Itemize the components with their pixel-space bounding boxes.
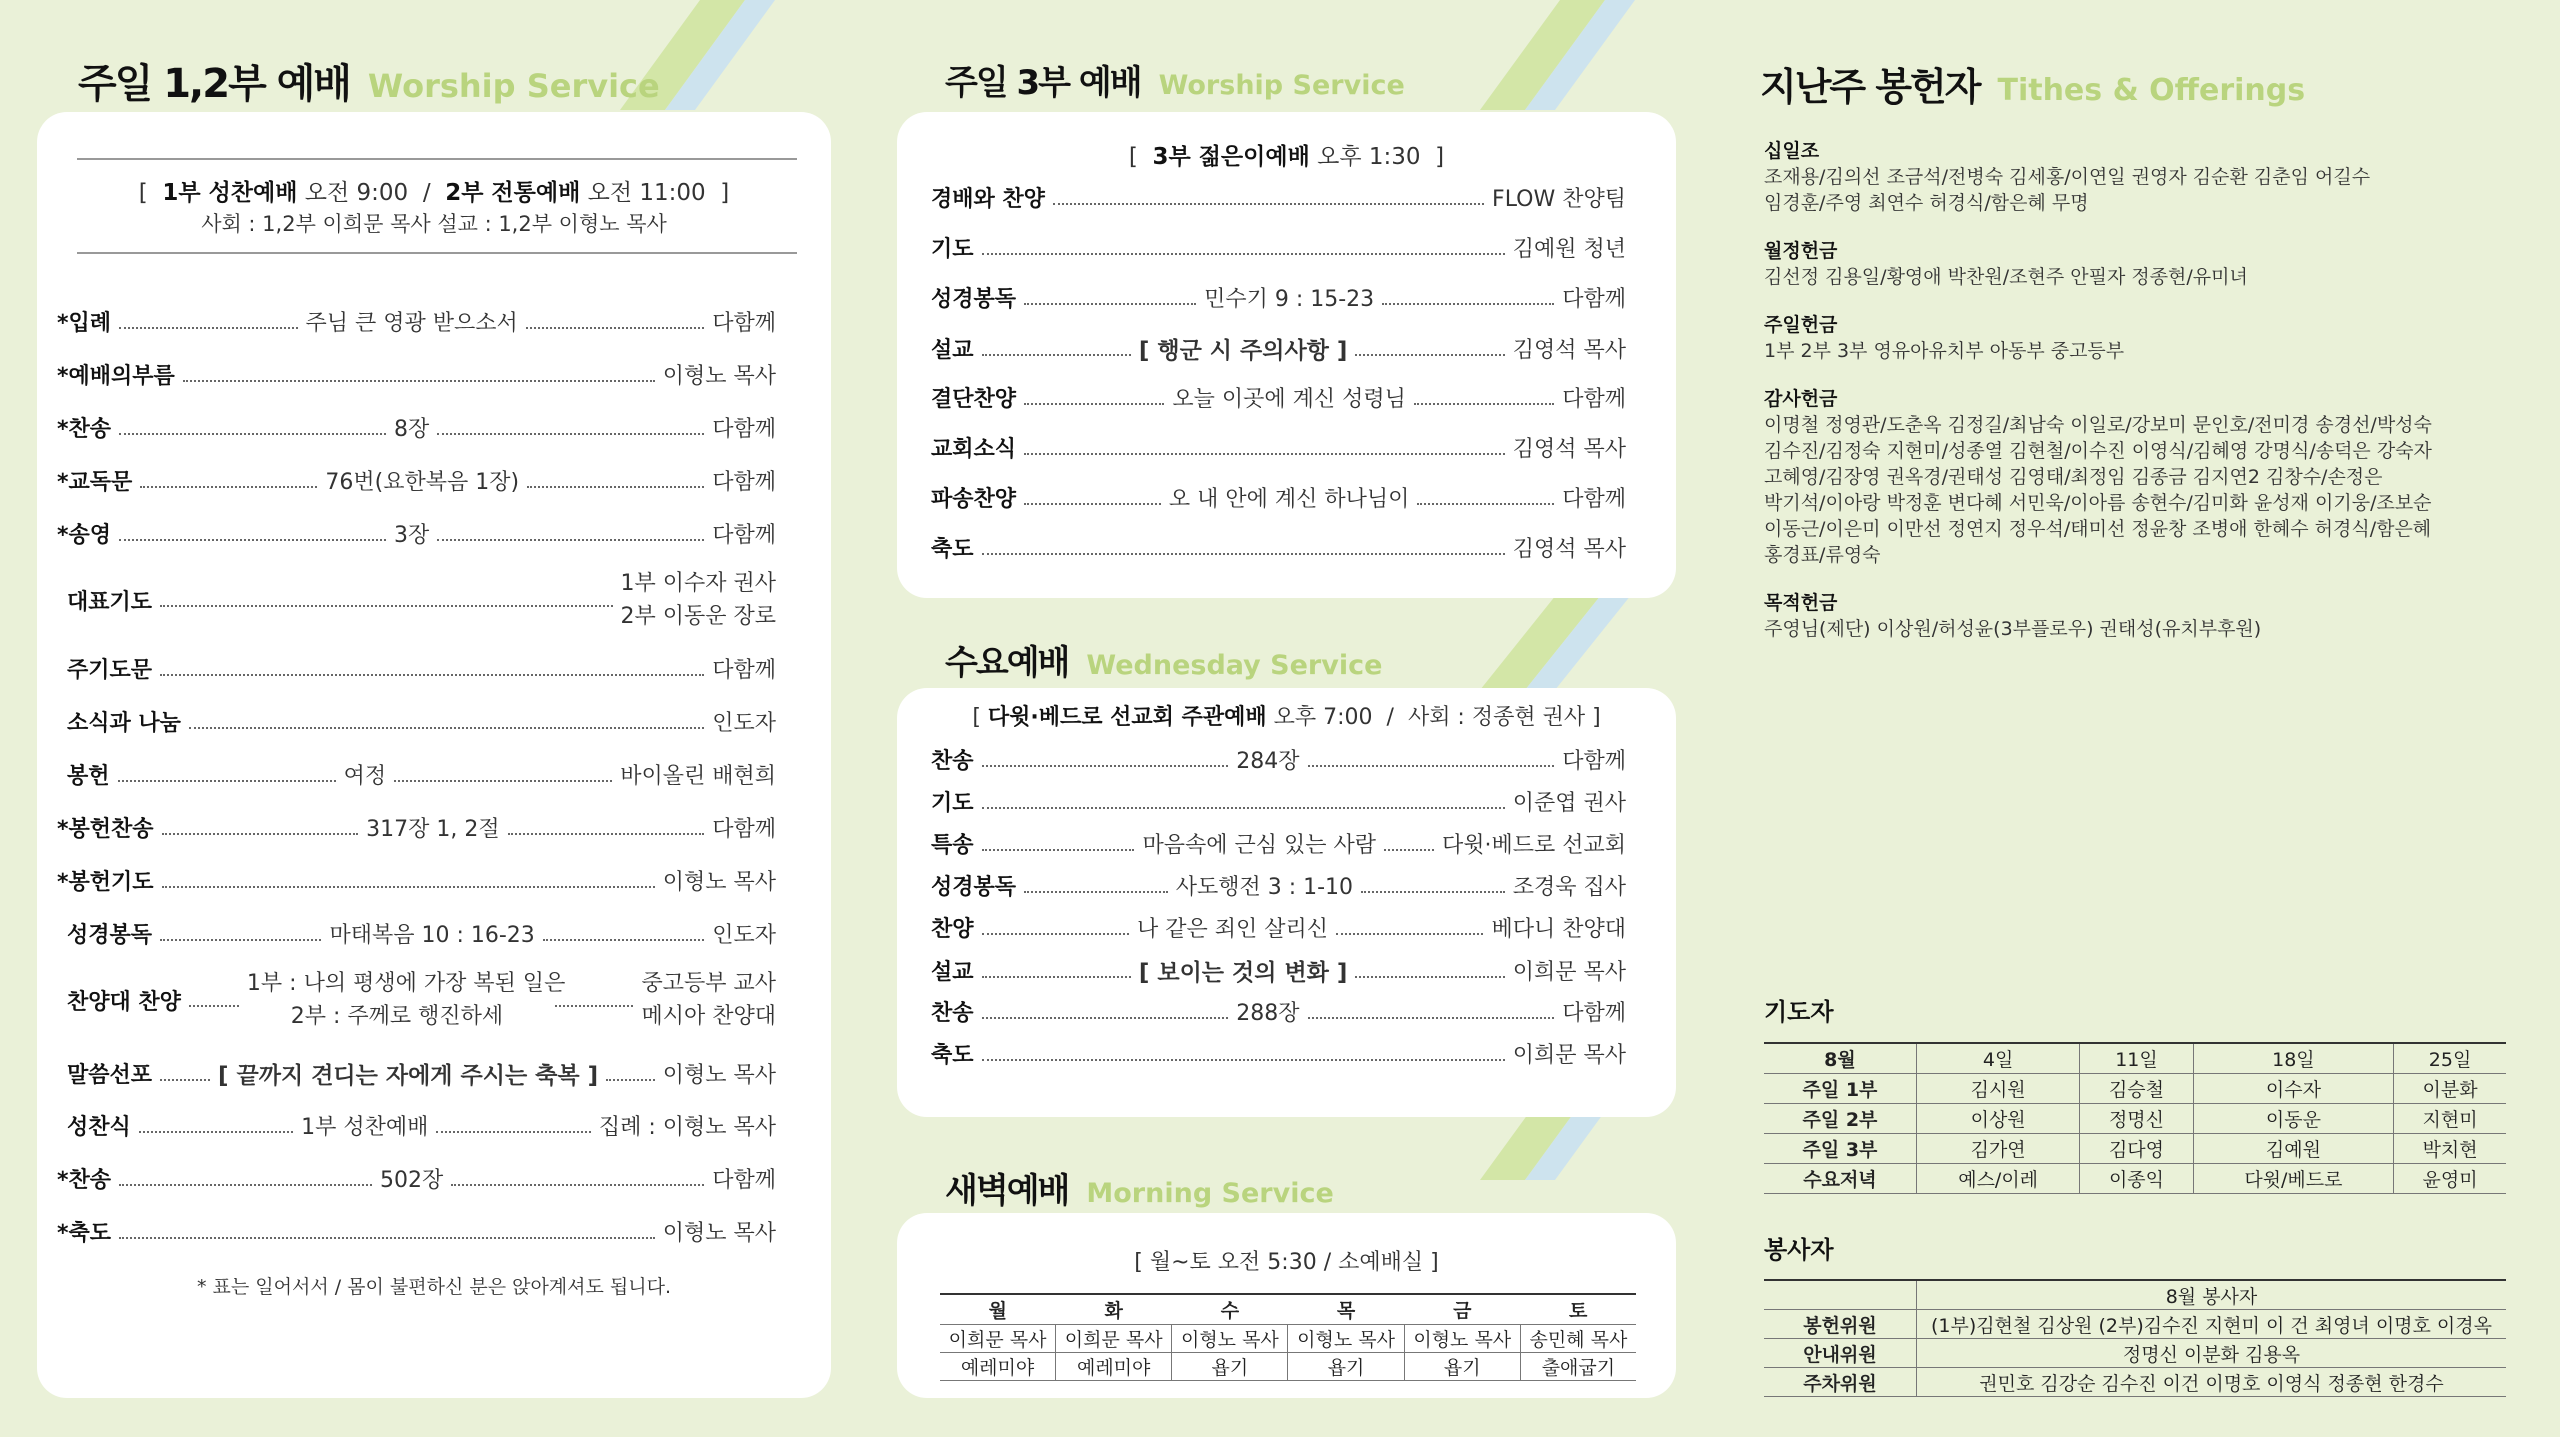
service12-row: *교독문 76번(요한복음 1장) 다함께 <box>57 470 777 495</box>
offering-heading: 목적헌금 <box>1764 592 1838 614</box>
day-tue: 화 <box>1056 1294 1172 1325</box>
service3-row: 축도 김영석 목사 <box>931 537 1626 562</box>
offering-line: 임경훈/주영 최연수 허경식/함은혜 무명 <box>1764 192 2089 214</box>
service12-row: *찬송 502장 다함께 <box>57 1168 776 1193</box>
morning-days-row <box>940 1294 1636 1325</box>
service3-header: [ 3부 젊은이예배 오후 1:30 ] <box>1128 144 1445 170</box>
morning-book: 출애굽기 <box>1520 1353 1636 1381</box>
day-wed: 수 <box>1172 1294 1288 1325</box>
morning-leader: 이형노 목사 <box>1288 1325 1404 1353</box>
wednesday-card <box>897 688 1676 1117</box>
service12-order <box>57 112 776 1312</box>
prayer-person: 김다영 <box>2080 1134 2193 1164</box>
service12-header-line1: [ 1부 성찬예배 오전 9:00 / 2부 전통예배 오전 11:00 ] <box>138 180 730 206</box>
wednesday-title-en: Wednesday Service <box>1086 650 1383 681</box>
volunteers-title: 봉사자 <box>1764 1236 1834 1264</box>
offering-line: 고혜영/김장영 권옥경/권태성 김영태/최정임 김종금 김지연2 김창수/손정은 <box>1764 466 2383 488</box>
morning-leader: 이형노 목사 <box>1404 1325 1520 1353</box>
volunteers-role: 봉헌위원 <box>1764 1310 1917 1339</box>
prayer-row <box>1764 1164 2506 1194</box>
prayer-service: 주일 2부 <box>1764 1104 1916 1134</box>
morning-title-ko: 새벽예배 <box>945 1171 1069 1211</box>
service3-title <box>945 55 1405 104</box>
volunteers-header-row <box>1764 1280 2506 1310</box>
offering-section-purpose <box>1764 590 2261 642</box>
service12-row: 소식과 나눔 인도자 <box>67 711 776 736</box>
offering-line: 홍경표/류영숙 <box>1764 544 1881 566</box>
offering-line: 1부 2부 3부 영유아유치부 아동부 중고등부 <box>1764 340 2125 362</box>
morning-leaders-row <box>940 1325 1636 1353</box>
prayer-row <box>1764 1074 2506 1104</box>
prayer-date: 18일 <box>2193 1043 2393 1074</box>
service3-row: 경배와 찬양 FLOW 찬양팀 <box>931 187 1626 212</box>
offering-heading: 감사헌금 <box>1764 388 1838 410</box>
wednesday-title-ko: 수요예배 <box>945 643 1069 683</box>
wednesday-row: 찬송 284장 다함께 <box>931 749 1626 774</box>
prayer-person: 이상원 <box>1916 1104 2079 1134</box>
prayer-header-row <box>1764 1043 2506 1074</box>
service12-title-ko: 주일 1,2부 예배 <box>78 61 350 107</box>
offering-section-tithes <box>1764 138 2370 216</box>
service12-header-line2: 사회 : 1,2부 이희문 목사 설교 : 1,2부 이형노 목사 <box>201 212 667 236</box>
prayer-service: 주일 3부 <box>1764 1134 1916 1164</box>
offerings-title-ko: 지난주 봉헌자 <box>1760 65 1980 109</box>
wednesday-title <box>945 635 1382 684</box>
wednesday-row: 설교 [ 보이는 것의 변화 ] 이희문 목사 <box>931 960 1626 986</box>
prayer-person: 이분화 <box>2394 1074 2506 1104</box>
wednesday-row: 기도 이준엽 권사 <box>931 791 1626 816</box>
offering-heading: 십일조 <box>1764 140 1820 162</box>
morning-book: 예레미야 <box>1056 1353 1172 1381</box>
prayer-row <box>1764 1104 2506 1134</box>
service12-row: *찬송 8장 다함께 <box>57 417 776 442</box>
morning-books-row <box>940 1353 1636 1381</box>
service3-card <box>897 112 1676 598</box>
wednesday-header: [ 다윗·베드로 선교회 주관예배 오후 7:00 / 사회 : 정종현 권사 ] <box>972 705 1601 730</box>
service12-row: *봉헌기도 이형노 목사 <box>57 870 776 895</box>
volunteers-row <box>1764 1310 2506 1339</box>
wednesday-order <box>931 688 1626 1117</box>
service12-row: 대표기도 1부 이수자 권사 2부 이동운 장로 <box>67 571 776 629</box>
prayer-person: 김가연 <box>1916 1134 2079 1164</box>
wednesday-row: 찬송 288장 다함께 <box>931 1001 1626 1026</box>
offering-line: 김선정 김용일/황영애 박찬원/조현주 안필자 정종현/유미녀 <box>1764 266 2248 288</box>
service12-row: 찬양대 찬양 1부 : 나의 평생에 가장 복된 일은 2부 : 주께로 행진하세 중고등부 교사 메시아 찬양대 <box>67 971 776 1029</box>
prayer-service: 주일 1부 <box>1764 1074 1916 1104</box>
morning-book: 욥기 <box>1172 1353 1288 1381</box>
service12-title-en: Worship Service <box>367 67 660 105</box>
service12-row: *봉헌찬송 317장 1, 2절 다함께 <box>57 817 777 842</box>
morning-book: 욥기 <box>1288 1353 1404 1381</box>
prayer-date: 4일 <box>1916 1043 2079 1074</box>
service12-title <box>78 52 660 109</box>
day-thu: 목 <box>1288 1294 1404 1325</box>
service12-row: *입례 주님 큰 영광 받으소서 다함께 <box>57 311 776 336</box>
day-sat: 토 <box>1520 1294 1636 1325</box>
prayer-date: 11일 <box>2080 1043 2193 1074</box>
offering-line: 조재용/김의선 조금석/전병숙 김세홍/이연일 권영자 김순환 김춘임 어길수 <box>1764 166 2371 188</box>
prayer-table <box>1764 1042 2506 1194</box>
service3-row: 교회소식 김영석 목사 <box>931 437 1626 462</box>
morning-leader: 이희문 목사 <box>940 1325 1056 1353</box>
offering-section-sunday <box>1764 312 2124 364</box>
morning-leader: 이희문 목사 <box>1056 1325 1172 1353</box>
volunteers-names: (1부)김현철 김상원 (2부)김수진 지현미 이 건 최영녀 이명호 이경옥 <box>1917 1310 2507 1339</box>
service12-row: 말씀선포 [ 끝까지 견디는 자에게 주시는 축복 ] 이형노 목사 <box>67 1063 776 1089</box>
service3-title-ko: 주일 3부 예배 <box>945 63 1141 103</box>
prayer-person: 이종익 <box>2080 1164 2193 1194</box>
prayer-person: 김승철 <box>2080 1074 2193 1104</box>
service12-row: 봉헌 여정 바이올린 배현희 <box>67 764 777 789</box>
prayer-person: 박치현 <box>2394 1134 2506 1164</box>
service3-order <box>931 112 1626 598</box>
prayer-person: 예스/이레 <box>1916 1164 2079 1194</box>
wednesday-row: 찬양 나 같은 죄인 살리신 베다니 찬양대 <box>931 917 1626 942</box>
service12-row: 주기도문 다함께 <box>67 658 776 683</box>
offering-section-thanks <box>1764 386 2432 568</box>
service3-row: 파송찬양 오 내 안에 계신 하나님이 다함께 <box>931 487 1626 512</box>
wednesday-row: 성경봉독 사도행전 3 : 1-10 조경욱 집사 <box>931 875 1627 900</box>
prayer-person: 이동운 <box>2193 1104 2393 1134</box>
prayer-person: 윤영미 <box>2394 1164 2506 1194</box>
prayer-service: 수요저녁 <box>1764 1164 1916 1194</box>
offering-line: 이명철 정영관/도춘옥 김정길/최남숙 이일로/강보미 문인호/전미경 송경선/박성숙 <box>1764 414 2432 436</box>
volunteers-header: 8월 봉사자 <box>1917 1280 2507 1310</box>
prayer-title: 기도자 <box>1764 998 1834 1026</box>
prayer-row <box>1764 1134 2506 1164</box>
service12-row: *송영 3장 다함께 <box>57 523 776 548</box>
service12-card <box>37 112 831 1398</box>
morning-leader: 이형노 목사 <box>1172 1325 1288 1353</box>
prayer-person: 김시원 <box>1916 1074 2079 1104</box>
offering-section-monthly <box>1764 238 2248 290</box>
offering-line: 박기석/이아랑 박정훈 변다혜 서민욱/이아름 송현수/김미화 윤성재 이기웅/조보순 <box>1764 492 2432 514</box>
volunteers-header-blank <box>1764 1280 1917 1310</box>
morning-leader: 송민혜 목사 <box>1520 1325 1636 1353</box>
volunteers-names: 정명신 이분화 김용옥 <box>1917 1339 2507 1368</box>
morning-schedule-table <box>940 1293 1636 1381</box>
prayer-date: 25일 <box>2394 1043 2506 1074</box>
morning-book: 욥기 <box>1404 1353 1520 1381</box>
prayer-person: 지현미 <box>2394 1104 2506 1134</box>
volunteers-names: 권민호 김강순 김수진 이건 이명호 이영식 정종현 한경수 <box>1917 1368 2507 1397</box>
volunteers-table <box>1764 1279 2506 1397</box>
service12-row: 성찬식 1부 성찬예배 집례 : 이형노 목사 <box>67 1115 776 1140</box>
offerings-title <box>1760 56 2305 111</box>
offering-heading: 주일헌금 <box>1764 314 1838 336</box>
morning-title <box>945 1163 1334 1212</box>
service3-row: 설교 [ 행군 시 주의사항 ] 김영석 목사 <box>931 338 1626 364</box>
morning-book: 예레미야 <box>940 1353 1056 1381</box>
morning-header: [ 월~토 오전 5:30 / 소예배실 ] <box>1134 1250 1439 1275</box>
prayer-month: 8월 <box>1764 1043 1916 1074</box>
offering-heading: 월정헌금 <box>1764 240 1838 262</box>
prayer-person: 김예원 <box>2193 1134 2393 1164</box>
prayer-person: 이수자 <box>2193 1074 2393 1104</box>
service12-row: 성경봉독 마태복음 10 : 16-23 인도자 <box>67 923 777 948</box>
service3-title-en: Worship Service <box>1158 70 1405 101</box>
offering-line: 김수진/김정숙 지현미/성종열 김현철/이수진 이영식/김혜영 강명식/송덕은 강숙자 <box>1764 440 2432 462</box>
prayer-person: 다윗/베드로 <box>2193 1164 2393 1194</box>
offerings-title-en: Tithes & Offerings <box>1997 73 2306 108</box>
service3-row: 기도 김예원 청년 <box>931 237 1626 262</box>
wednesday-row: 축도 이희문 목사 <box>931 1043 1626 1068</box>
volunteers-role: 안내위원 <box>1764 1339 1917 1368</box>
service12-row: *예배의부름 이형노 목사 <box>57 364 776 389</box>
service3-row: 성경봉독 민수기 9 : 15-23 다함께 <box>931 287 1627 312</box>
volunteers-row <box>1764 1368 2506 1397</box>
morning-title-en: Morning Service <box>1086 1178 1334 1209</box>
day-mon: 월 <box>940 1294 1056 1325</box>
wednesday-row: 특송 마음속에 근심 있는 사람 다윗·베드로 선교회 <box>931 833 1626 858</box>
offering-line: 이동근/이은미 이만선 정연지 정우석/태미선 정윤창 조병애 한혜수 허경식/함은혜 <box>1764 518 2432 540</box>
service12-footnote: * 표는 일어서서 / 몸이 불편하신 분은 앉아계셔도 됩니다. <box>196 1276 672 1298</box>
prayer-person: 정명신 <box>2080 1104 2193 1134</box>
offering-line: 주영님(제단) 이상원/허성윤(3부플로우) 권태성(유치부후원) <box>1764 618 2262 640</box>
volunteers-row <box>1764 1339 2506 1368</box>
service3-row: 결단찬양 오늘 이곳에 계신 성령님 다함께 <box>931 387 1627 412</box>
day-fri: 금 <box>1404 1294 1520 1325</box>
volunteers-role: 주차위원 <box>1764 1368 1917 1397</box>
service12-row: *축도 이형노 목사 <box>57 1221 776 1246</box>
